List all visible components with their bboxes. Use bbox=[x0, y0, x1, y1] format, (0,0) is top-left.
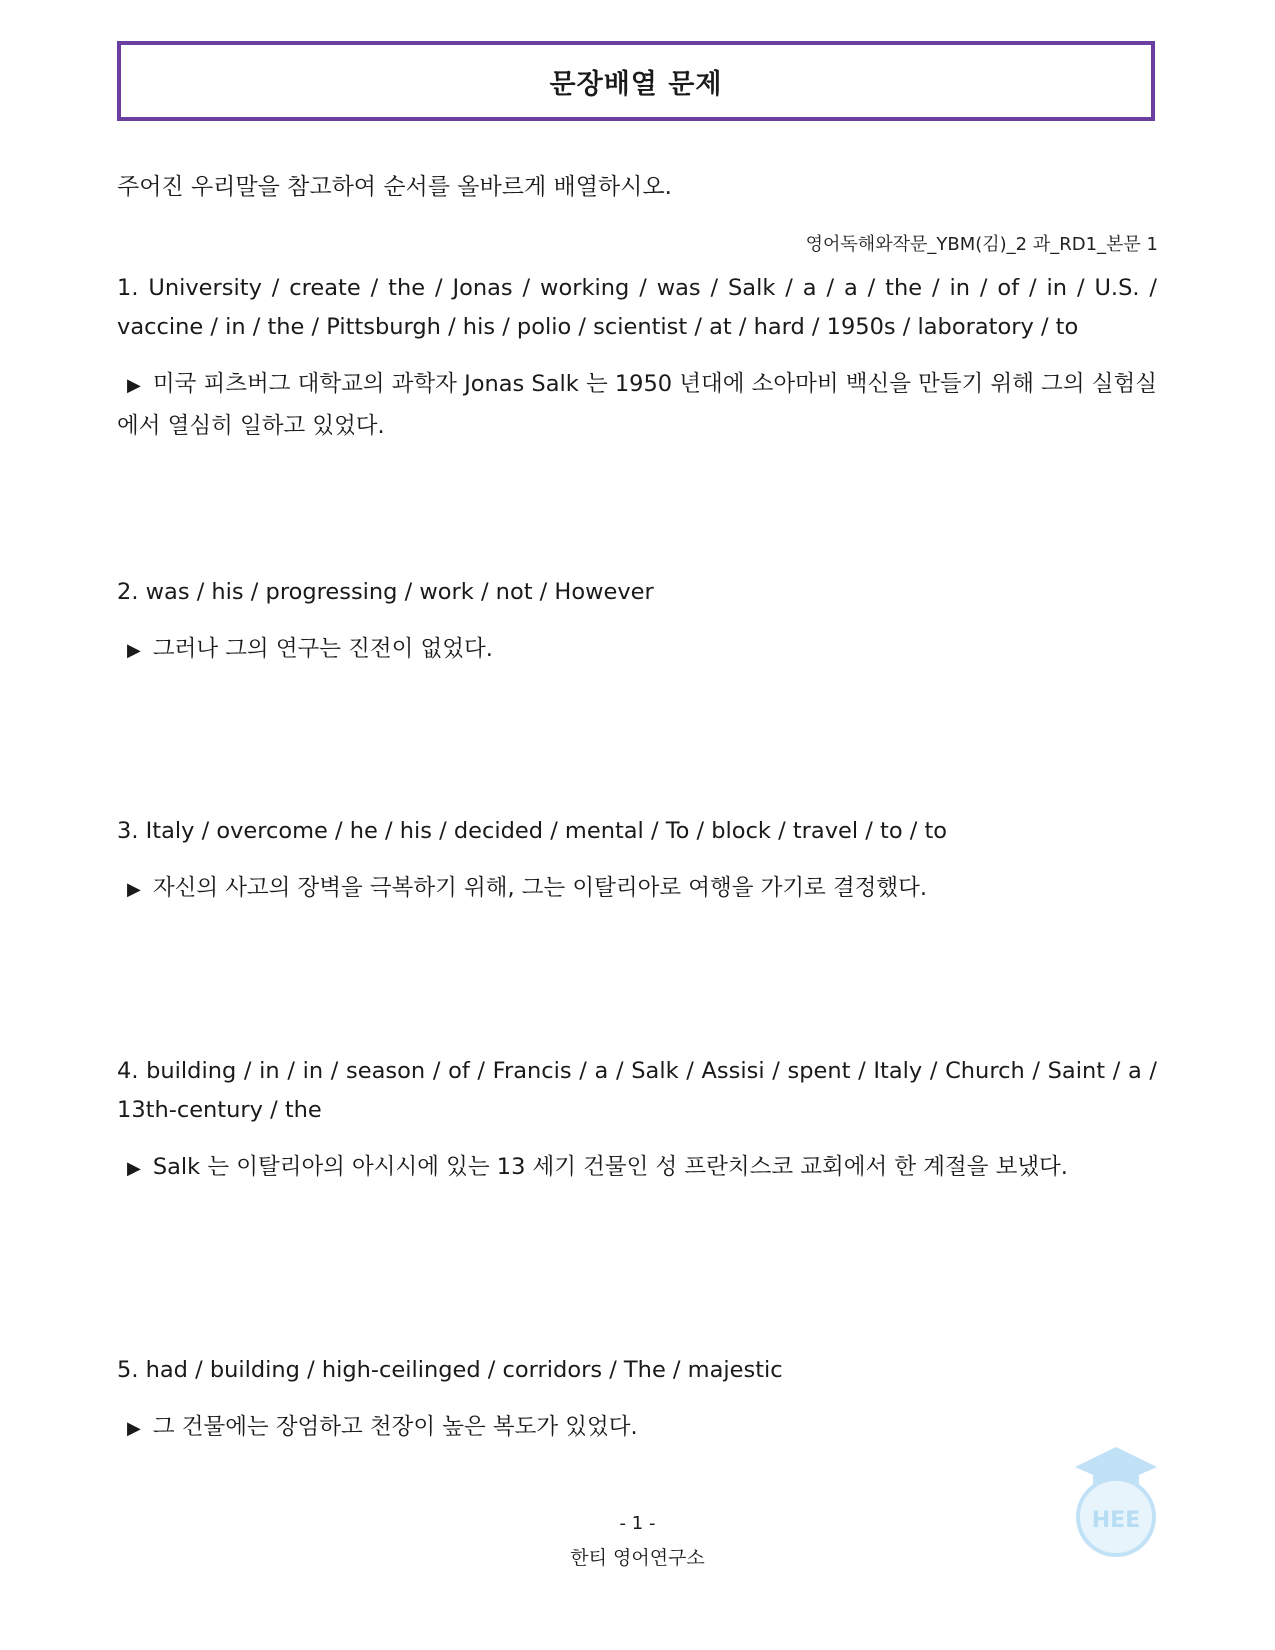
question-words bbox=[117, 1052, 1157, 1130]
question-5 bbox=[117, 1351, 1157, 1449]
question-number: 4. bbox=[117, 1058, 139, 1084]
question-words bbox=[117, 1351, 1157, 1390]
word-list: building / in / in / season / of / Francis / a / Salk / Assisi / spent / Italy / Church / Saint / a / 13th-century / the bbox=[117, 1058, 1157, 1123]
word-list: had / building / high-ceilinged / corridors / The / majestic bbox=[145, 1357, 783, 1383]
question-words bbox=[117, 269, 1157, 347]
title-box bbox=[117, 41, 1155, 121]
question-3 bbox=[117, 812, 1157, 910]
meaning-text: 미국 피츠버그 대학교의 과학자 Jonas Salk 는 1950 년대에 소아마비 백신을 만들기 위해 그의 실험실에서 열심히 일하고 있었다. bbox=[117, 371, 1157, 439]
question-words bbox=[117, 573, 1157, 612]
question-4 bbox=[117, 1052, 1157, 1189]
question-number: 1. bbox=[117, 275, 139, 301]
organization-name: 한티 영어연구소 bbox=[570, 1547, 705, 1569]
question-number: 3. bbox=[117, 818, 139, 844]
page-number: - 1 - bbox=[619, 1513, 656, 1534]
meaning-text: 그 건물에는 장엄하고 천장이 높은 복도가 있었다. bbox=[152, 1414, 638, 1440]
source-label: 영어독해와작문_YBM(김)_2 과_RD1_본문 1 bbox=[805, 234, 1158, 255]
korean-meaning bbox=[117, 364, 1157, 446]
arrow-icon: ▶ bbox=[127, 640, 141, 661]
question-number: 5. bbox=[117, 1357, 139, 1383]
arrow-icon: ▶ bbox=[127, 1418, 141, 1439]
question-1 bbox=[117, 269, 1157, 446]
question-words bbox=[117, 812, 1157, 851]
arrow-icon: ▶ bbox=[127, 1158, 141, 1179]
korean-meaning bbox=[117, 1147, 1157, 1189]
meaning-text: 자신의 사고의 장벽을 극복하기 위해, 그는 이탈리아로 여행을 가기로 결정했다. bbox=[152, 875, 928, 901]
arrow-icon: ▶ bbox=[127, 375, 141, 396]
korean-meaning bbox=[117, 868, 1157, 910]
graduation-cap-logo-icon bbox=[1073, 1445, 1159, 1560]
arrow-icon: ▶ bbox=[127, 879, 141, 900]
question-2 bbox=[117, 573, 1157, 671]
meaning-text: 그러나 그의 연구는 진전이 없었다. bbox=[152, 636, 493, 662]
word-list: University / create / the / Jonas / working / was / Salk / a / a / the / in / of / in / U.S. / vaccine / in / the / Pittsburgh / his / polio / scientist / at / hard / 1950s / laboratory / to bbox=[117, 275, 1157, 340]
meaning-text: Salk 는 이탈리아의 아시시에 있는 13 세기 건물인 성 프란치스코 교회에서 한 계절을 보냈다. bbox=[152, 1154, 1068, 1180]
korean-meaning bbox=[117, 629, 1157, 671]
question-number: 2. bbox=[117, 579, 139, 605]
word-list: was / his / progressing / work / not / However bbox=[145, 579, 654, 605]
word-list: Italy / overcome / he / his / decided / mental / To / block / travel / to / to bbox=[145, 818, 948, 844]
page-title: 문장배열 문제 bbox=[549, 68, 723, 100]
logo-text: HEE bbox=[1091, 1508, 1141, 1533]
korean-meaning bbox=[117, 1407, 1157, 1449]
instruction-text: 주어진 우리말을 참고하여 순서를 올바르게 배열하시오. bbox=[117, 174, 672, 200]
